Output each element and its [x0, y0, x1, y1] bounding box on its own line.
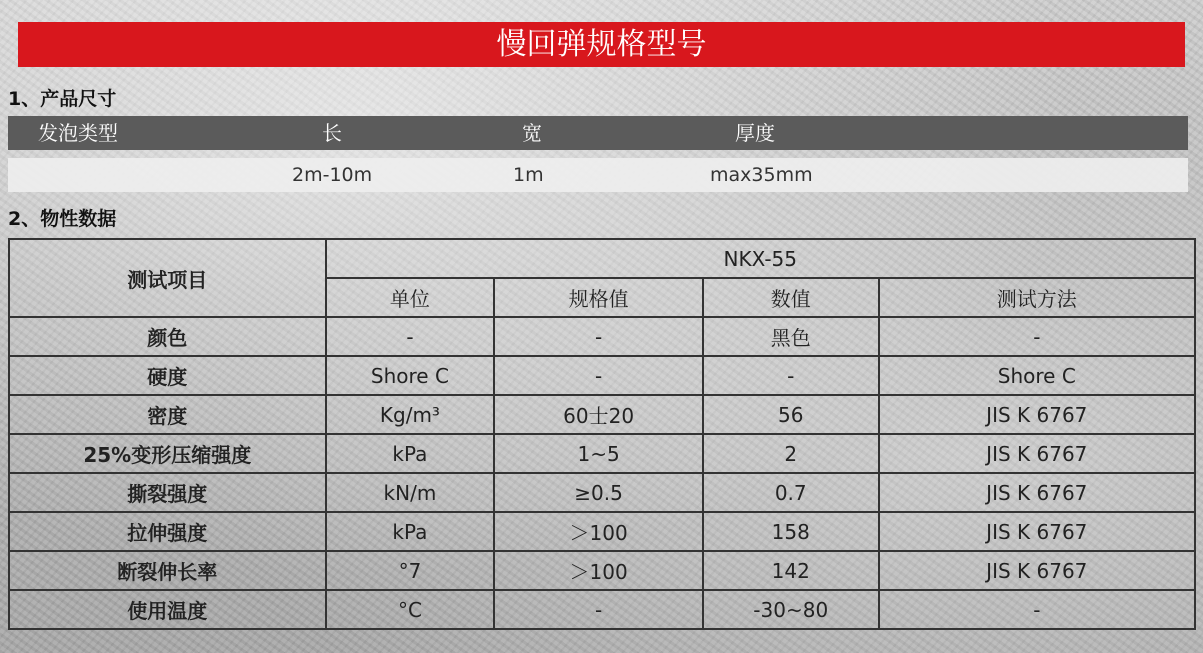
- row-method: JIS K 6767: [879, 395, 1195, 434]
- row-item: 撕裂强度: [9, 473, 326, 512]
- row-unit: kPa: [326, 512, 495, 551]
- spec-header: 规格值: [494, 278, 703, 317]
- table-row: [9, 473, 1195, 512]
- row-value: 142: [703, 551, 879, 590]
- row-spec: -: [494, 356, 703, 395]
- row-method: JIS K 6767: [879, 551, 1195, 590]
- method-header: 测试方法: [879, 278, 1195, 317]
- test-item-header: 测试项目: [9, 239, 326, 317]
- header-length: 长: [322, 121, 342, 145]
- row-value: 2: [703, 434, 879, 473]
- row-method: JIS K 6767: [879, 434, 1195, 473]
- row-item: 密度: [9, 395, 326, 434]
- row-value: 黑色: [703, 317, 879, 356]
- row-item: 断裂伸长率: [9, 551, 326, 590]
- table-row: [9, 590, 1195, 629]
- row-unit: Shore C: [326, 356, 495, 395]
- size-table-row: [8, 158, 1188, 192]
- header-width: 宽: [522, 121, 542, 145]
- row-method: -: [879, 590, 1195, 629]
- row-spec: ＞100: [494, 551, 703, 590]
- section-heading-properties: 2、物性数据: [8, 208, 117, 230]
- row-unit: Kg/m³: [326, 395, 495, 434]
- row-value: 0.7: [703, 473, 879, 512]
- section-heading-size: 1、产品尺寸: [8, 88, 117, 110]
- row-method: JIS K 6767: [879, 512, 1195, 551]
- row-value: -: [703, 356, 879, 395]
- cell-width: 1m: [513, 164, 544, 186]
- row-item: 硬度: [9, 356, 326, 395]
- header-thickness: 厚度: [735, 121, 775, 145]
- model-header: NKX-55: [326, 239, 1195, 278]
- row-item: 使用温度: [9, 590, 326, 629]
- page-title: 慢回弹规格型号: [18, 22, 1185, 67]
- row-item: 25%变形压缩强度: [9, 434, 326, 473]
- unit-header: 单位: [326, 278, 495, 317]
- row-unit: °7: [326, 551, 495, 590]
- row-spec: ＞100: [494, 512, 703, 551]
- row-unit: kPa: [326, 434, 495, 473]
- table-row: [9, 317, 1195, 356]
- size-table-header: [8, 116, 1188, 150]
- row-method: Shore C: [879, 356, 1195, 395]
- row-item: 拉伸强度: [9, 512, 326, 551]
- row-value: 158: [703, 512, 879, 551]
- cell-length: 2m-10m: [292, 164, 373, 186]
- row-unit: °C: [326, 590, 495, 629]
- table-row: [9, 512, 1195, 551]
- row-value: -30~80: [703, 590, 879, 629]
- table-row: [9, 434, 1195, 473]
- row-spec: -: [494, 317, 703, 356]
- row-unit: kN/m: [326, 473, 495, 512]
- row-unit: -: [326, 317, 495, 356]
- cell-thickness: max35mm: [710, 164, 813, 186]
- table-header-row: [9, 239, 1195, 278]
- header-foam-type: 发泡类型: [38, 121, 118, 145]
- row-method: -: [879, 317, 1195, 356]
- properties-table: [8, 238, 1196, 630]
- row-value: 56: [703, 395, 879, 434]
- row-spec: -: [494, 590, 703, 629]
- row-method: JIS K 6767: [879, 473, 1195, 512]
- table-row: [9, 551, 1195, 590]
- value-header: 数值: [703, 278, 879, 317]
- row-item: 颜色: [9, 317, 326, 356]
- row-spec: 60士20: [494, 395, 703, 434]
- table-row: [9, 356, 1195, 395]
- row-spec: 1~5: [494, 434, 703, 473]
- row-spec: ≥0.5: [494, 473, 703, 512]
- table-row: [9, 395, 1195, 434]
